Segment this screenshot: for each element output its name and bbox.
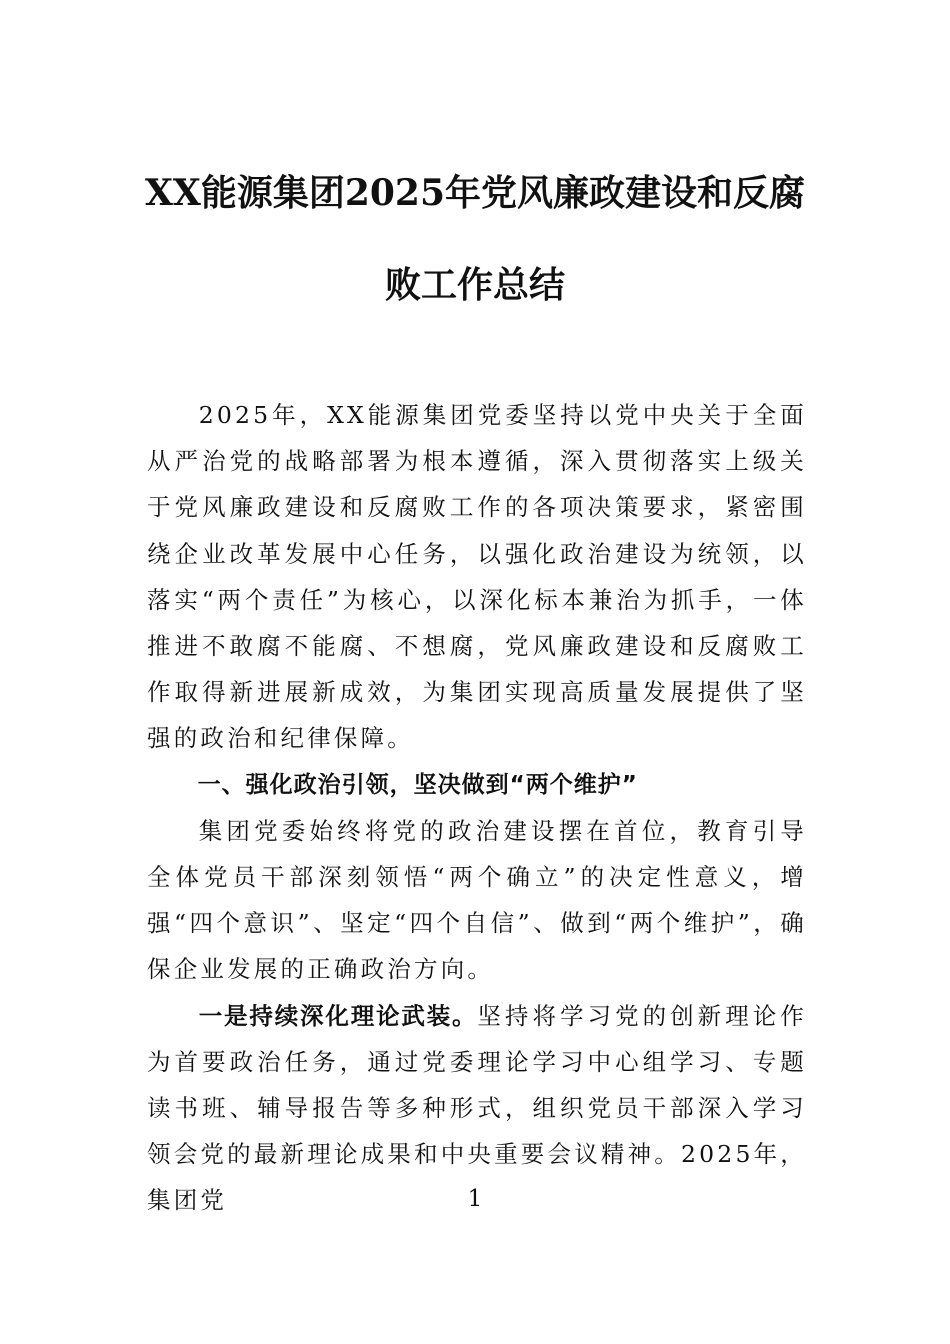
section-1-heading: 一、强化政治引领，坚决做到“两个维护”	[197, 771, 638, 798]
point-1-lead: 一是持续深化理论武装。	[198, 1001, 478, 1030]
section-1-paragraph: 集团党委始终将党的政治建设摆在首位，教育引导全体党员干部深刻领悟“两个确立”的决定性意义，增强“四个意识”、坚定“四个自信”、做到“两个维护”，确保企业发展的正确政治方向。	[147, 816, 807, 984]
document-title-line-1: XX能源集团2025年党风廉政建设和反腐	[144, 172, 806, 214]
page-number: 1	[467, 1186, 483, 1212]
intro-paragraph: 2025年，XX能源集团党委坚持以党中央关于全面从严治党的战略部署为根本遵循，深入贯彻落实上级关于党风廉政建设和反腐败工作的各项决策要求，紧密围绕企业改革发展中心任务，以强化政治建设为统领，以落实“两个责任”为核心，以深化标本兼治为抓手，一体推进不敢腐不能腐、不想腐，党风廉政建设和反腐败工作取得新进展新成效，为集团实现高质量发展提供了坚强的政治和纪律保障。	[147, 401, 807, 753]
document-title-line-2: 败工作总结	[384, 264, 565, 306]
document-body	[147, 392, 807, 1224]
point-1-text: 坚持将学习党的创新理论作为首要政治任务，通过党委理论学习中心组学习、专题读书班、辅导报告等多种形式，组织党员干部深入学习领会党的最新理论成果和中央重要会议精神。2025年，集团党	[147, 1001, 808, 1215]
